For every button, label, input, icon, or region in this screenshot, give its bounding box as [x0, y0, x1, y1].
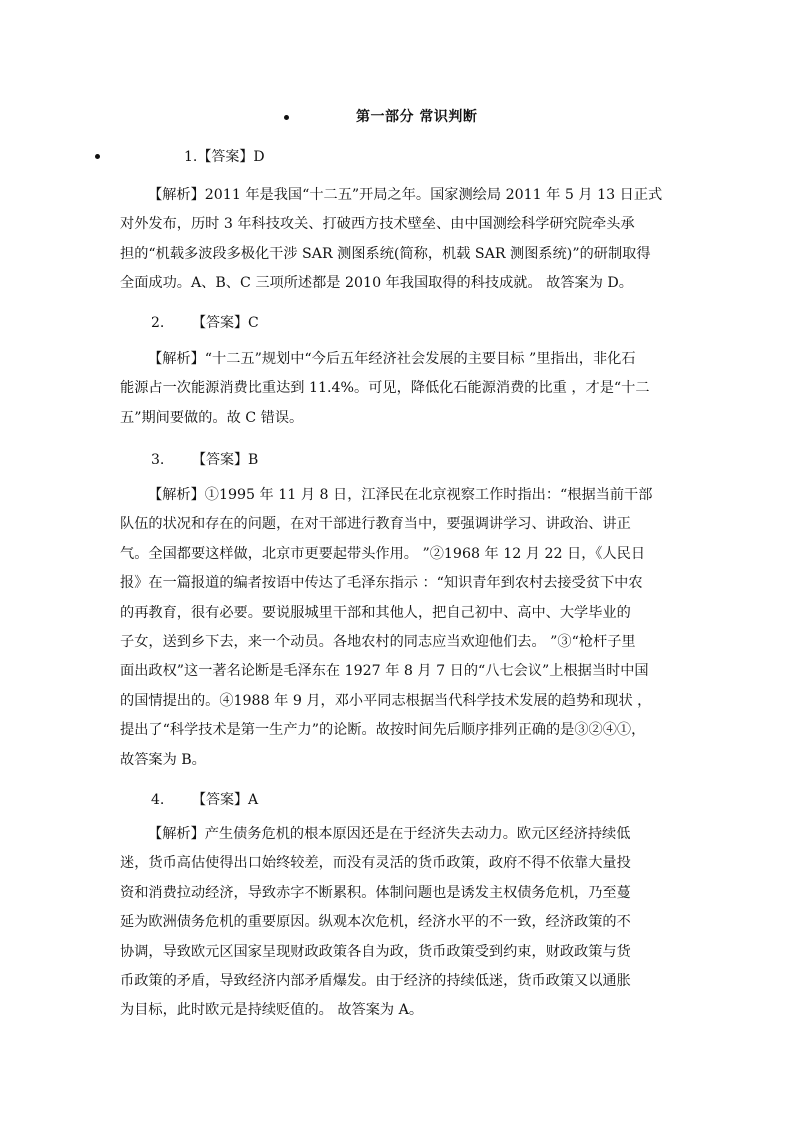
- analysis-4-line: 迷，货币高估使得出口始终较差，而没有灵活的货币政策，政府不得不依靠大量投: [120, 855, 631, 872]
- answer-3: [151, 449, 258, 469]
- analysis-4-line: 币政策的矛盾，导致经济内部矛盾爆发。由于经济的持续低迷，货币政策又以通胀: [120, 972, 631, 989]
- heading-bullet-icon: [284, 115, 289, 120]
- analysis-3-line: 队伍的状况和存在的问题，在对干部进行教育当中，要强调讲学习、讲政治、讲正: [120, 516, 631, 533]
- analysis-3-line: 报》在一篇报道的编者按语中传达了毛泽东指示 ：“知识青年到农村去接受贫下中农: [120, 575, 643, 592]
- answer-3-number: 3.: [151, 452, 165, 468]
- analysis-1-line: 全面成功。A、B、C 三项所述都是 2010 年我国取得的科技成就。 故答案为 D。: [120, 275, 633, 292]
- analysis-4-line: 延为欧洲债务危机的重要原因。纵观本次危机，经济水平的不一致，经济政策的不: [120, 914, 631, 931]
- analysis-2-line: 五”期间要做的。故 C 错误。: [120, 409, 304, 426]
- answer-4: [151, 789, 258, 809]
- answer-2-number: 2.: [151, 315, 165, 331]
- analysis-3-line: 故答案为 B。: [120, 751, 206, 768]
- analysis-1-line: 担的“机载多波段多极化干涉 SAR 测图系统(简称，机载 SAR 测图系统)”的研制取得: [120, 245, 651, 262]
- analysis-4-line: 为目标，此时欧元是持续贬值的。 故答案为 A。: [120, 1002, 424, 1019]
- analysis-3-line: 的再教育，很有必要。要说服城里干部和其他人，把自己初中、高中、大学毕业的: [120, 604, 631, 621]
- analysis-4-line: 资和消费拉动经济，导致赤字不断累积。体制问题也是诱发主权债务危机，乃至蔓: [120, 884, 631, 901]
- answer-4-number: 4.: [151, 792, 165, 808]
- analysis-1: [120, 181, 680, 299]
- analysis-2-line: 能源占一次能源消费比重达到 11.4%。可见，降低化石能源消费的比重 ，才是“十二: [120, 380, 650, 397]
- analysis-1-line: 对外发布，历时 3 年科技攻关、打破西方技术壁垒、由中国测绘科学研究院牵头承: [120, 216, 635, 233]
- analysis-4-line: 协调，导致欧元区国家呈现财政政策各自为政，货币政策受到约束，财政政策与货: [120, 943, 631, 960]
- answer-1-label: 【答案】D: [197, 149, 265, 165]
- answer-2-label: 【答案】C: [192, 315, 259, 331]
- answer-4-label: 【答案】A: [192, 792, 259, 808]
- analysis-1-line: 【解析】2011 年是我国“十二五”开局之年。国家测绘局 2011 年 5 月 13 日正式: [148, 187, 663, 203]
- analysis-4-line: 【解析】产生债务危机的根本原因还是在于经济失去动力。欧元区经济持续低: [148, 826, 631, 842]
- item-1-bullet-icon: [95, 154, 100, 159]
- analysis-3: [120, 481, 680, 775]
- answer-2: [151, 312, 259, 332]
- answer-1: [184, 146, 265, 166]
- analysis-2-line: 【解析】“十二五”规划中“今后五年经济社会发展的主要目标 ”里指出，非化石: [148, 351, 636, 367]
- analysis-3-line: 气。全国都要这样做，北京市更要起带头作用。 ”②1968 年 12 月 22 日，《人民日: [120, 545, 646, 562]
- analysis-2: [120, 345, 680, 433]
- analysis-3-line: 提出了“科学技术是第一生产力”的论断。故按时间先后顺序排列正确的是③②④①，: [120, 722, 646, 739]
- answer-3-label: 【答案】B: [192, 452, 259, 468]
- section-title: 第一部分 常识判断: [356, 109, 478, 125]
- analysis-3-line: 的国情提出的。④1988 年 9 月，邓小平同志根据当代科学技术发展的趋势和现状 ，: [120, 692, 652, 709]
- answer-1-number: 1.: [184, 149, 198, 165]
- analysis-3-line: 面出政权”这一著名论断是毛泽东在 1927 年 8 月 7 日的“八七会议”上根据当时中国: [120, 663, 649, 680]
- analysis-3-line: 【解析】①1995 年 11 月 8 日，江泽民在北京视察工作时指出：“根据当前干部: [148, 487, 653, 503]
- analysis-4: [120, 820, 680, 1026]
- analysis-3-line: 子女，送到乡下去，来一个动员。各地农村的同志应当欢迎他们去。 ”③“枪杆子里: [120, 633, 636, 650]
